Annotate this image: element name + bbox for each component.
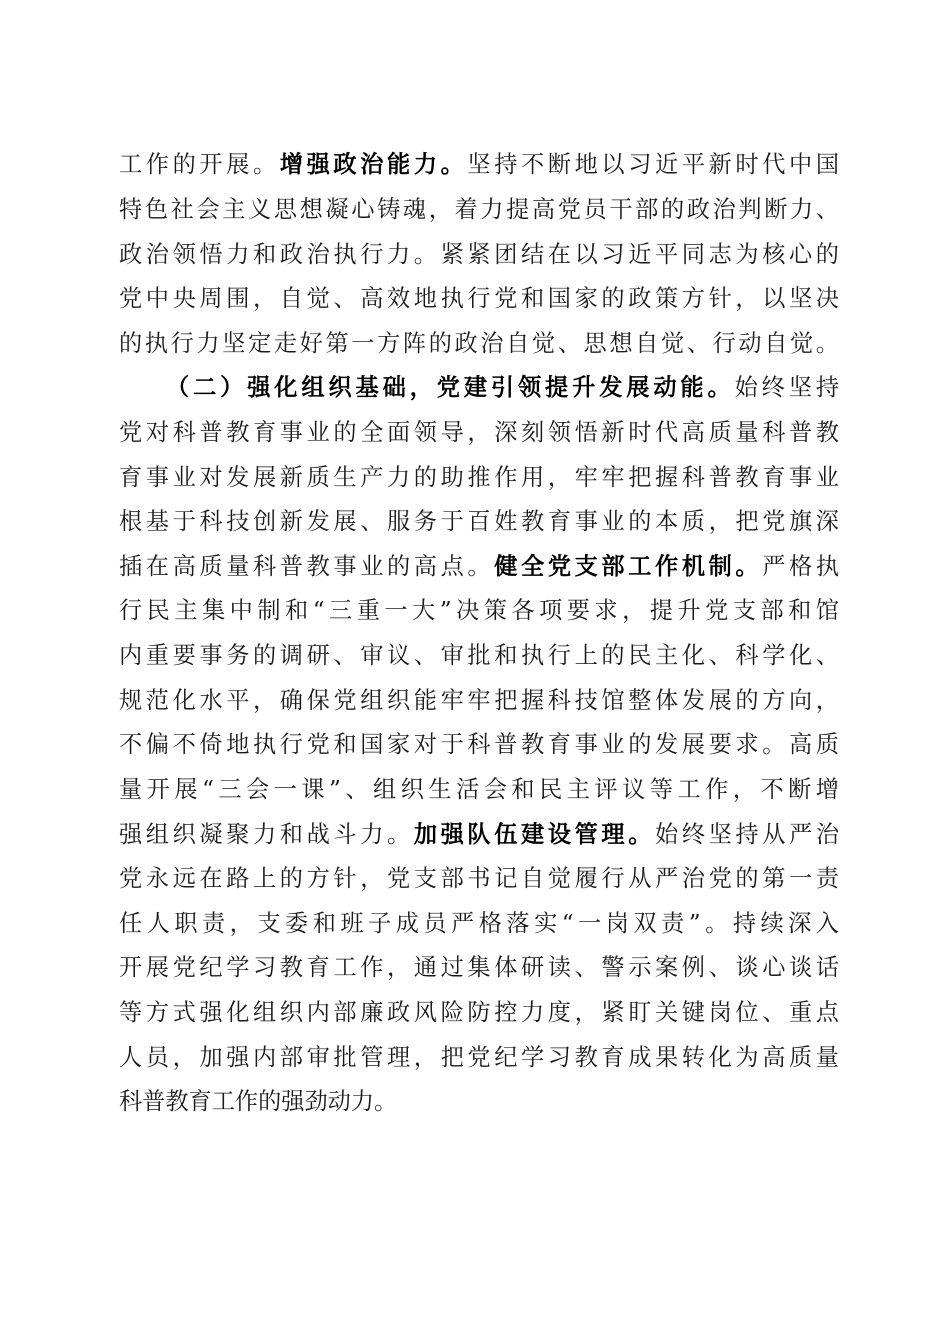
bold-heading: 加强队伍建设管理。 [413,821,656,848]
text-run: 育事业对发展新质生产力的助推作用，牢牢把握科普教育事业 [119,464,839,491]
text-line [119,324,839,364]
section-heading-line [166,368,839,408]
text-run: 党对科普教育事业的全面领导，深刻领悟新时代高质量科普教 [119,419,839,446]
text-run: 始终坚持 [734,374,840,401]
text-run: 强组织凝聚力和战斗力。 [119,821,414,848]
text-line [119,145,839,185]
text-run: 内重要事务的调研、审议、审批和执行上的民主化、科学化、 [119,642,839,669]
text-line [119,502,839,542]
text-run: 任人职责，支委和班子成员严格落实“一岗双责”。持续深入 [119,910,839,937]
bold-heading: 健全党支部工作机制。 [494,553,763,580]
text-run: 科普教育工作的强劲动力。 [119,1088,398,1115]
text-run: 特色社会主义思想凝心铸魂，着力提高党员干部的政治判断力、 [119,196,839,223]
text-run: 不偏不倚地执行党和国家对于科普教育事业的发展要求。高质 [119,731,839,758]
text-line [119,681,839,721]
text-line [119,948,839,988]
text-run: 等方式强化组织内部廉政风险防控力度，紧盯关键岗位、重点 [119,999,839,1026]
text-line [119,993,839,1033]
text-line [119,458,839,498]
text-run: 严格执 [762,553,840,580]
text-run: 开展党纪学习教育工作，通过集体研读、警示案例、谈心谈话 [119,954,839,981]
text-run: 插在高质量科普教事业的高点。 [119,553,495,580]
text-run: 坚持不断地以习近平新时代中国 [467,151,840,178]
text-line [119,725,839,765]
text-line [119,413,839,453]
text-line [119,547,839,587]
text-line [119,1038,839,1078]
text-run: 政治领悟力和政治执行力。紧紧团结在以习近平同志为核心的 [119,241,839,268]
text-line [119,815,839,855]
text-run: 量开展“三会一课”、组织生活会和民主评议等工作，不断增 [119,776,839,803]
text-run: 工作的开展。 [119,151,280,178]
text-line [119,1082,839,1122]
text-run: 规范化水平，确保党组织能牢牢把握科技馆整体发展的方向， [119,687,839,714]
text-run: 根基于科技创新发展、服务于百姓教育事业的本质，把党旗深 [119,508,839,535]
section-heading: （二）强化组织基础，党建引领提升发展动能。 [166,374,735,401]
text-run: 党永远在路上的方针，党支部书记自觉履行从严治党的第一责 [119,865,839,892]
text-run: 行民主集中制和“三重一大”决策各项要求，提升党支部和馆 [119,597,839,624]
text-run: 的执行力坚定走好第一方阵的政治自觉、思想自觉、行动自觉。 [119,330,839,357]
text-line [119,859,839,899]
text-line [119,190,839,230]
text-run: 人员，加强内部审批管理，把党纪学习教育成果转化为高质量 [119,1044,839,1071]
text-line [119,636,839,676]
text-line [119,904,839,944]
bold-heading: 增强政治能力。 [279,151,468,178]
text-run: 始终坚持从严治 [655,821,840,848]
text-line [119,279,839,319]
text-line [119,770,839,810]
text-run: 党中央周围，自觉、高效地执行党和国家的政策方针，以坚决 [119,285,839,312]
text-line [119,591,839,631]
text-line [119,235,839,275]
